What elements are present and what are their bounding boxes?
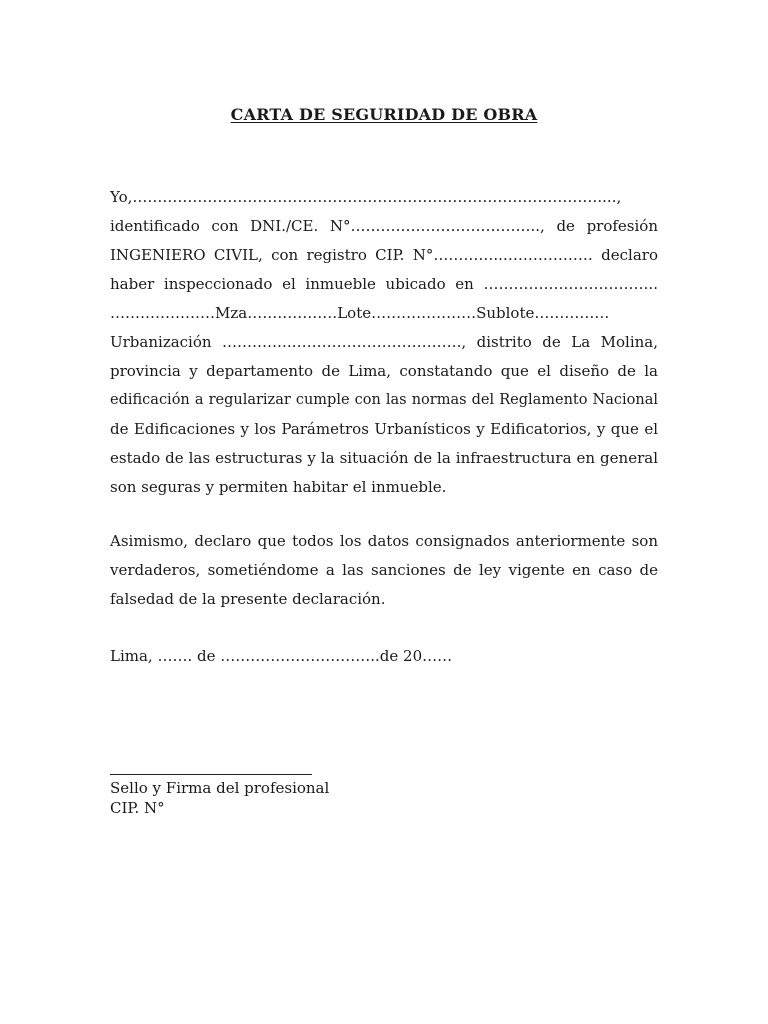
declaration-paragraph <box>110 183 658 502</box>
paragraph-line: …………………Mza………………Lote…………………Sublote…………… <box>110 304 610 322</box>
paragraph-line: provincia y departamento de Lima, constatando que el diseño de la <box>110 362 658 380</box>
paragraph-line: INGENIERO CIVIL, con registro CIP. N°…………..……………… declaro <box>110 246 658 264</box>
paragraph-line: haber inspeccionado el inmueble ubicado en …………………………….. <box>110 275 658 293</box>
paragraph-line: de Edificaciones y los Parámetros Urbanísticos y Edificatorios, y que el <box>110 420 658 438</box>
paragraph-line: verdaderos, sometiéndome a las sanciones de ley vigente en caso de <box>110 561 658 579</box>
document-title: CARTA DE SEGURIDAD DE OBRA <box>230 105 538 124</box>
paragraph-line: Yo,…………………………………………………………………………………...., <box>110 188 622 206</box>
date-line: Lima, ……. de …………………………..de 20…… <box>110 647 453 665</box>
signature-line <box>110 774 312 775</box>
paragraph-line: Urbanización …………..……………………………., distrito de La Molina, <box>110 333 658 351</box>
paragraph-line: falsedad de la presente declaración. <box>110 590 386 608</box>
paragraph-line: identificado con DNI./CE. N°……………………………….., de profesión <box>110 217 658 235</box>
paragraph-line: Asimismo, declaro que todos los datos consignados anteriormente son <box>110 532 658 550</box>
paragraph-line: estado de las estructuras y la situación de la infraestructura en general <box>110 449 658 467</box>
paragraph-line: son seguras y permiten habitar el inmueble. <box>110 478 447 496</box>
signature-label: Sello y Firma del profesional <box>110 779 330 797</box>
affirmation-paragraph <box>110 527 658 614</box>
signature-cip: CIP. N° <box>110 799 165 817</box>
paragraph-line: edificación a regularizar cumple con las normas del Reglamento Nacional <box>110 392 658 408</box>
